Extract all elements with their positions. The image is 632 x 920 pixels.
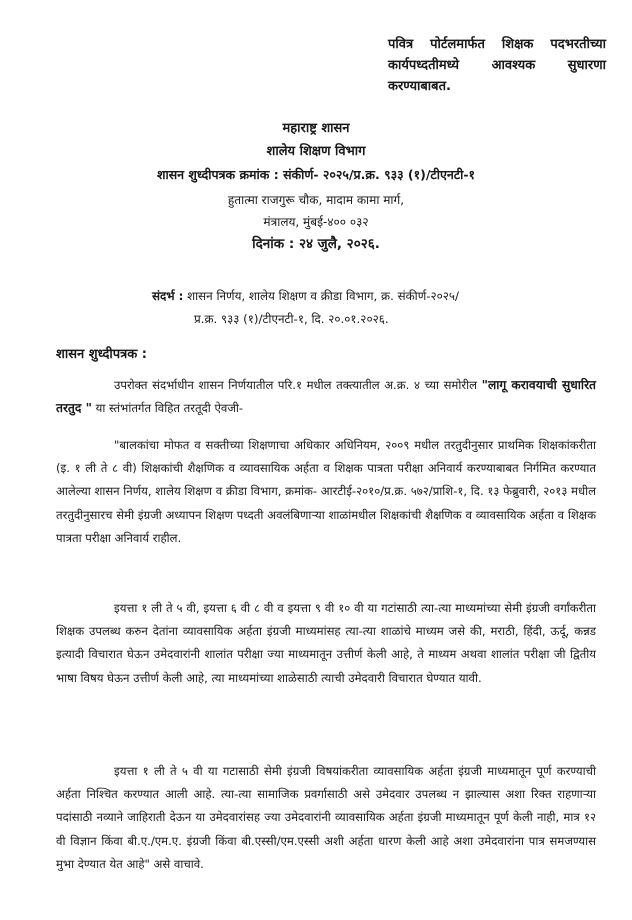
reference-line-1: शासन निर्णय, शालेय शिक्षण व क्रीडा विभाग, क्र. संकीर्ण-२०२५/	[187, 289, 460, 303]
government-name: महाराष्ट्र शासन	[282, 121, 350, 136]
address-line-1: हुतात्मा राजगुरू चौक, मादाम कामा मार्ग,	[227, 193, 405, 207]
address-line-2: मंत्रालय, मुंबई-४०० ०३२	[263, 215, 369, 229]
date-label: दिनांक :	[252, 236, 295, 252]
intro-text-part-1: उपरोक्त संदर्भाधीन शासन निर्णयातील परि.१ मधील तक्त्यातील अ.क्र. ४ च्या समोरील	[114, 378, 477, 392]
department-name: शालेय शिक्षण विभाग	[266, 144, 366, 159]
provision-paragraph-2: इयत्ता १ ली ते ५ वी, इयत्ता ६ वी ८ वी व इयत्ता ९ वी १० वी या गटांसाठी त्या-त्या माध्यमांच्या सेमी इंग्रजी वर्गांकरीता शिक्षक उपलब्ध करुन देतांना व्यावसायिक अर्हता इंग्रजी माध्यमांसह त्या-त्या शाळांचे माध्यम जसे की, मराठी, हिंदी, ऊर्दू, कन्नड इत्यादी विचारात घेऊन उमेदवारांनी शालांत परीक्षा ज्या माध्यमातून उत्तीर्ण केली आहे, ते माध्यम अथवा शालांत परीक्षा जी द्वितीय भाषा विषय घेऊन उत्तीर्ण केली आहे, त्या माध्यमांच्या शाळेसाठी त्याची उमेदवारी विचारात घेण्यात यावी.	[56, 601, 596, 685]
reference-block	[152, 285, 582, 331]
document-date	[60, 234, 572, 254]
reference-label: संदर्भ :	[152, 289, 184, 303]
reference-line-2: प्र.क्र. ९३३ (१)/टीएनटी-१, दि. २०.०१.२०२६.	[194, 312, 389, 326]
intro-text-part-2: या स्तंभांतर्गत विहित तरतूदी ऐवजी-	[91, 401, 244, 416]
subject-line: पवित्र पोर्टलमार्फत शिक्षक पदभरतीच्या कार्यपध्दतीमध्ये आवश्यक सुधारणा करण्याबाबत.	[388, 37, 606, 94]
provision-paragraph-3: इयत्ता १ ली ते ५ वी या गटासाठी सेमी इंग्रजी विषयांकरीता व्यावसायिक अर्हता इंग्रजी माध्यमातून पूर्ण करण्याची अर्हता निश्चित करण्यात आली आहे. त्या-त्या सामाजिक प्रवर्गासाठी असे उमेदवार उपलब्ध न झाल्यास अशा रिक्त राहणाऱ्या पदांसाठी नव्याने जाहिराती देऊन या उमेदवारांसह ज्या उमेदवारांनी व्यावसायिक अर्हता इंग्रजी माध्यमातून पूर्ण केली नाही, मात्र १२ वी विज्ञान किंवा बी.ए./एम.ए. इंग्रजी किंवा बी.एस्सी/एम.एस्सी अशी अर्हता धारण केली आहे अशा उमेदवारांना पात्र समजण्यास मुभा देण्यात येत आहे" असे वाचावे.	[56, 764, 596, 871]
corrigendum-title: शासन शुध्दीपत्रक :	[56, 347, 148, 362]
intro-paragraph	[56, 374, 596, 420]
intro-bold-phrase: "लागू करावयाची सुधारित तरतुद "	[56, 378, 597, 416]
date-value: २४ जुलै, २०२६.	[298, 236, 380, 252]
provision-paragraph-1: "बालकांचा मोफत व सक्तीच्या शिक्षणाचा अधिकार अधिनियम, २००९ मधील तरतुदीनुसार प्राथमिक शिक्षकांकरीता (इ. १ ली ते ८ वी) शिक्षकांची शैक्षणिक व व्यावसायिक अर्हता व शिक्षक पात्रता परीक्षा अनिवार्य करण्याबाबत निर्गमित करण्यात आलेल्या शासन निर्णय, शालेय शिक्षण व क्रीडा विभाग, क्रमांक- आरटीई-२०१०/प्र.क्र. ५७२/प्राशि-१, दि. १३ फेब्रुवारी, २०१३ मधील तरतुदीनुसारच सेमी इंग्रजी अध्यापन शिक्षण पध्दती अवलंबिणाऱ्या शाळांमधील शिक्षकांची शैक्षणिक व व्यावसायिक अर्हता व शिक्षक पात्रता परीक्षा अनिवार्य राहील.	[56, 438, 596, 545]
document-number: शासन शुध्दीपत्रक क्रमांक : संकीर्ण- २०२५/प्र.क्र. ९३३ (१)/टीएनटी-१	[156, 167, 476, 182]
